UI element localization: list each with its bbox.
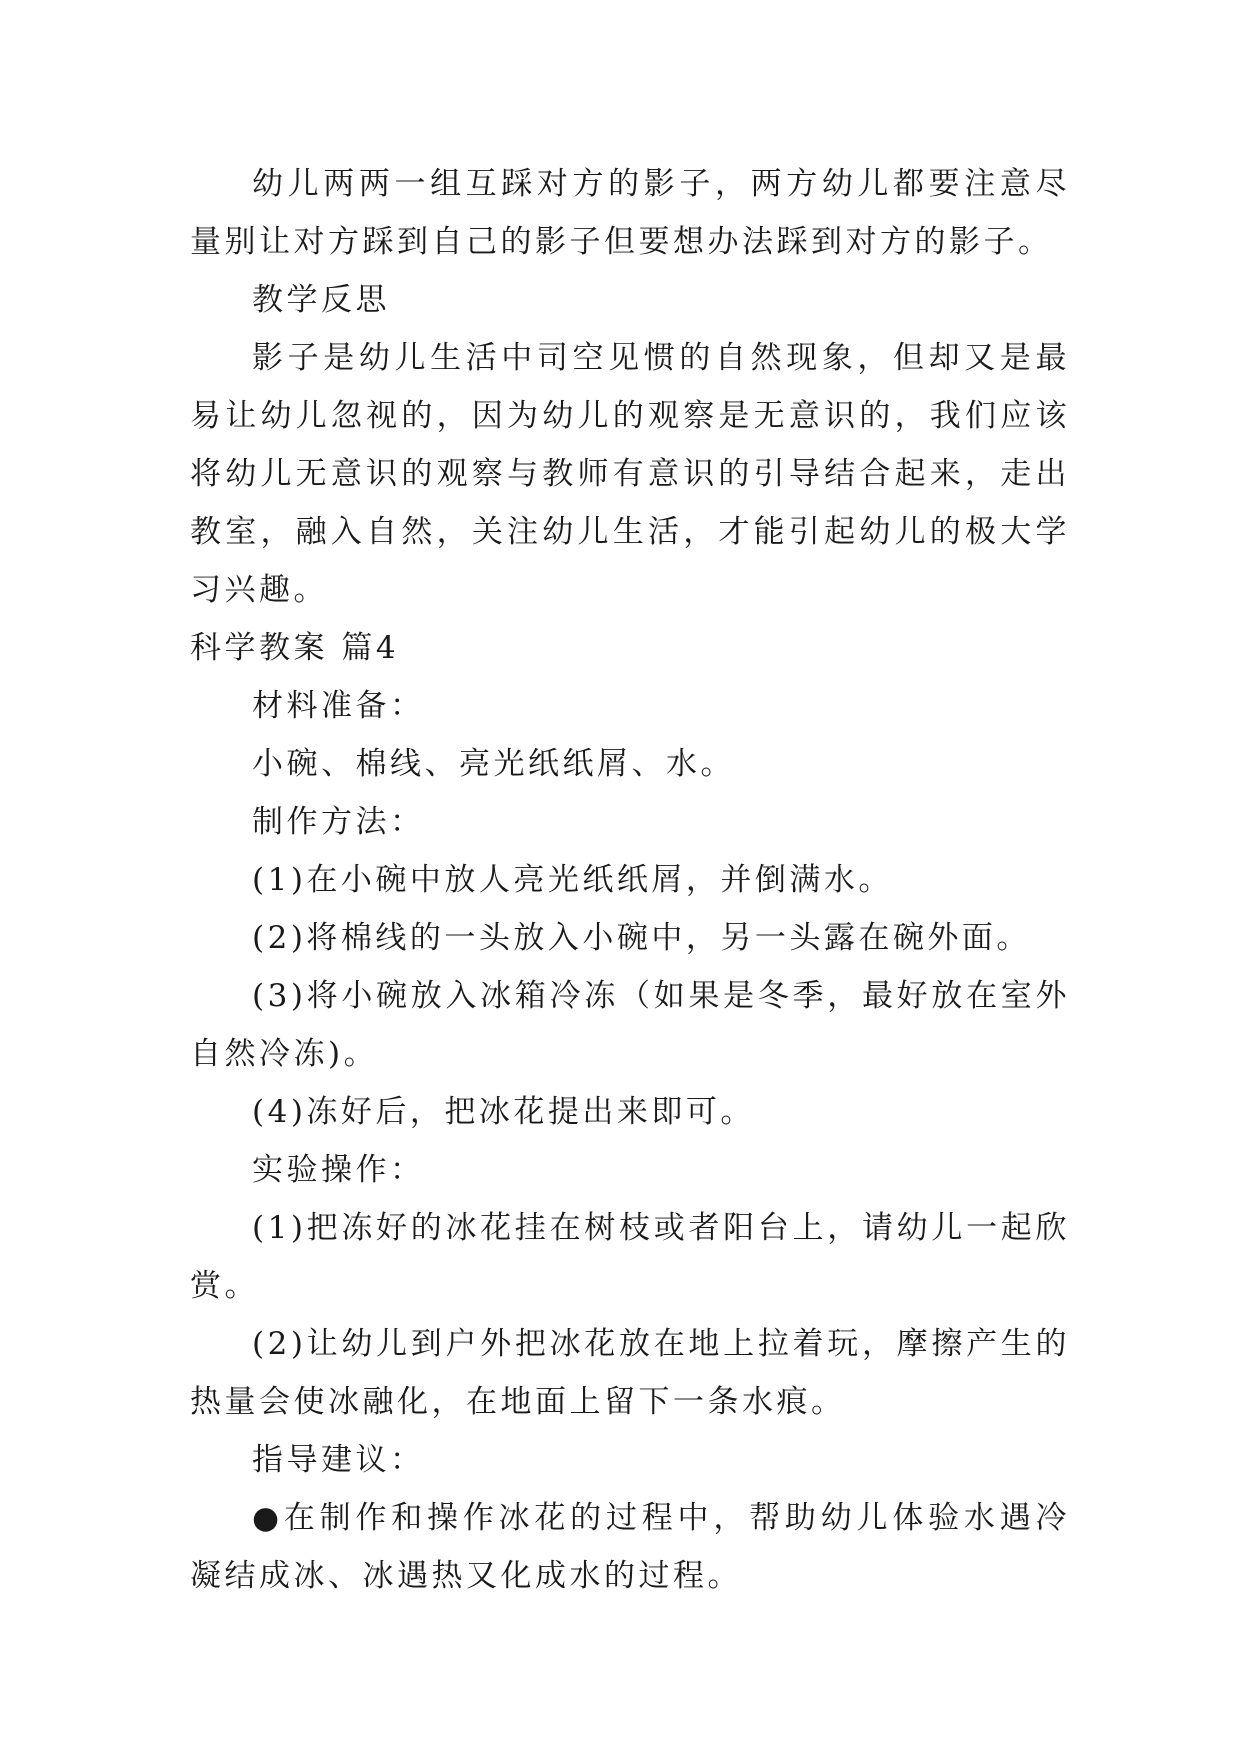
experiment-step-2: (2)让幼儿到户外把冰花放在地上拉着玩，摩擦产生的热量会使冰融化，在地面上留下一条水痕。 — [190, 1326, 1070, 1420]
paragraph-shadow-game: 幼儿两两一组互踩对方的影子，两方幼儿都要注意尽量别让对方踩到自己的影子但要想办法踩到对方的影子。 — [190, 166, 1070, 260]
method-step-2: (2)将棉线的一头放入小碗中，另一头露在碗外面。 — [252, 920, 1031, 956]
method-step-1: (1)在小碗中放人亮光纸纸屑，并倒满水。 — [252, 862, 893, 898]
heading-experiment: 实验操作： — [252, 1152, 425, 1188]
paragraph-materials: 小碗、棉线、亮光纸纸屑、水。 — [252, 746, 735, 782]
heading-teaching-reflection: 教学反思 — [252, 282, 390, 318]
heading-guidance: 指导建议： — [252, 1442, 425, 1478]
document-body — [190, 155, 1070, 1605]
section-heading: 科学教案 篇4 — [190, 630, 400, 666]
guidance-bullet: ●在制作和操作冰花的过程中，帮助幼儿体验水遇冷凝结成冰、冰遇热又化成水的过程。 — [190, 1500, 1070, 1594]
heading-materials: 材料准备： — [252, 688, 425, 724]
experiment-step-1: (1)把冻好的冰花挂在树枝或者阳台上，请幼儿一起欣赏。 — [190, 1210, 1070, 1304]
method-step-4: (4)冻好后，把冰花提出来即可。 — [252, 1094, 755, 1130]
heading-method: 制作方法： — [252, 804, 425, 840]
paragraph-reflection: 影子是幼儿生活中司空见惯的自然现象，但却又是最易让幼儿忽视的，因为幼儿的观察是无意识的，我们应该将幼儿无意识的观察与教师有意识的引导结合起来，走出教室，融入自然，关注幼儿生活，才能引起幼儿的极大学习兴趣。 — [190, 340, 1070, 608]
method-step-3: (3)将小碗放入冰箱冷冻（如果是冬季，最好放在室外自然冷冻)。 — [190, 978, 1070, 1072]
